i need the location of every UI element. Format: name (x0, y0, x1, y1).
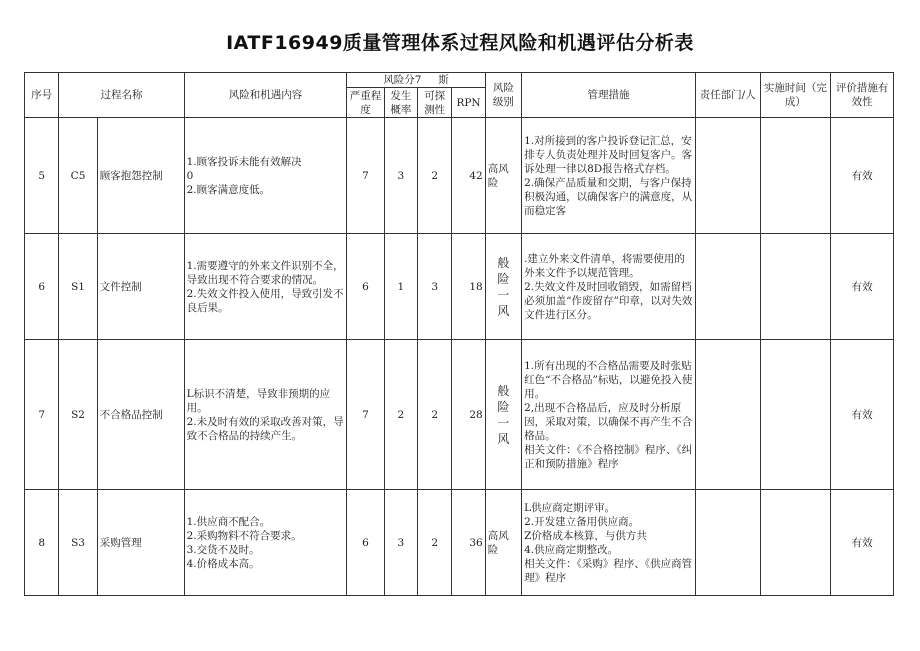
measure-line: 1.所有出现的不合格品需要及时张贴红色“不合格品”标贴，以避免投入使用。 (524, 359, 693, 400)
row-measures (522, 490, 696, 596)
header-occurrence: 发生概率 (384, 88, 417, 118)
row-code: S2 (59, 340, 97, 490)
header-risk-group-suffix: 斯 (438, 74, 449, 86)
measure-line: 相关文件：《不合格控制》程序、《纠正和预防措施》程序 (524, 443, 693, 470)
row-detection: 2 (418, 118, 452, 234)
content-line: 1.顾客投诉未能有效解决 (186, 155, 302, 168)
row-time (760, 340, 831, 490)
measure-line: 1.对所接到的客户投诉登记汇总，安排专人负责处理并及时回复客户。客诉处理一律以8D报告格式存档。 (524, 134, 693, 175)
row-level: 高风险 (485, 118, 521, 234)
table-row (25, 340, 894, 490)
measure-line: .建立外来文件清单，将需要使用的外来文件予以规范管理。 (524, 252, 685, 279)
row-process-name: 采购管理 (97, 490, 184, 596)
row-process-name: 文件控制 (97, 234, 184, 340)
content-line: 2.采购物料不符合要求。 (186, 529, 302, 542)
row-code: C5 (59, 118, 97, 234)
header-severity: 严重程度 (347, 88, 384, 118)
header-eval: 评价措施有效性 (831, 73, 894, 118)
row-eval: 有效 (831, 118, 894, 234)
row-dept (695, 340, 760, 490)
row-dept (695, 234, 760, 340)
table-row (25, 234, 894, 340)
row-rpn: 18 (452, 234, 485, 340)
content-line: L标识不清楚，导致非预期的应用。 (186, 387, 331, 414)
row-risk-content (184, 118, 347, 234)
row-detection: 2 (418, 490, 452, 596)
content-line: 1.供应商不配合。 (186, 515, 271, 528)
header-process: 过程名称 (59, 73, 184, 118)
row-detection: 2 (418, 340, 452, 490)
row-time (760, 234, 831, 340)
row-level (485, 340, 521, 490)
row-dept (695, 118, 760, 234)
measure-line: 2.开发建立备用供应商。 (524, 515, 640, 528)
row-dept (695, 490, 760, 596)
row-process-name: 不合格品控制 (97, 340, 184, 490)
row-rpn: 42 (452, 118, 485, 234)
row-eval: 有效 (831, 234, 894, 340)
row-occurrence: 1 (384, 234, 417, 340)
row-seq: 5 (25, 118, 59, 234)
content-line: 4.价格成本高。 (186, 557, 260, 570)
content-line: 2.失效文件投入使用，导致引发不良后果。 (186, 287, 344, 314)
row-occurrence: 3 (384, 118, 417, 234)
content-line: 1.需要遵守的外来文件识别不全，导致出现不符合要求的情况。 (186, 259, 344, 286)
table-row (25, 118, 894, 234)
header-dept: 责任部门/人 (695, 73, 760, 118)
row-severity: 7 (347, 340, 384, 490)
row-measures (522, 340, 696, 490)
row-eval: 有效 (831, 490, 894, 596)
row-risk-content (184, 340, 347, 490)
header-risk-group-label: 风险分7 (383, 74, 422, 86)
row-risk-content (184, 234, 347, 340)
row-level: 高风险 (485, 490, 521, 596)
measure-line: L供应商定期评审。 (524, 501, 616, 514)
row-level-text: 般险一风 (497, 255, 510, 318)
measure-line: 2,出现不合格品后，应及时分析原因，采取对策，以确保不再产生不合格品。 (524, 401, 693, 442)
row-time (760, 490, 831, 596)
header-detection: 可探测性 (418, 88, 452, 118)
header-measures: 管理措施 (522, 73, 696, 118)
row-seq: 6 (25, 234, 59, 340)
row-process-name: 顾客抱怨控制 (97, 118, 184, 234)
content-line: 3.交货不及时。 (186, 543, 260, 556)
row-detection: 3 (418, 234, 452, 340)
row-occurrence: 3 (384, 490, 417, 596)
page-title: IATF16949质量管理体系过程风险和机遇评估分析表 (226, 32, 694, 54)
header-rpn: RPN (452, 88, 485, 118)
measure-line: Z价格成本核算，与供方共 (524, 529, 647, 542)
row-measures (522, 234, 696, 340)
header-seq: 序号 (25, 73, 59, 118)
row-time (760, 118, 831, 234)
header-level: 风险级别 (485, 73, 521, 118)
content-line: 2.顾客满意度低。 (186, 183, 271, 196)
row-seq: 7 (25, 340, 59, 490)
content-line: 0 (186, 169, 194, 182)
measure-line: 4.供应商定期整改。 (524, 543, 619, 556)
measure-line: 2.失效文件及时回收销毁，如需留档必须加盖“作废留存”印章，以对失效文件进行区分。 (524, 280, 693, 321)
row-code: S1 (59, 234, 97, 340)
header-time: 实施时间（完成） (760, 73, 831, 118)
header-risk-content: 风险和机遇内容 (184, 73, 347, 118)
row-code: S3 (59, 490, 97, 596)
row-seq: 8 (25, 490, 59, 596)
content-line: 2.未及时有效的采取改善对策，导致不合格品的持续产生。 (186, 415, 344, 442)
row-rpn: 36 (452, 490, 485, 596)
row-eval: 有效 (831, 340, 894, 490)
measure-line: 相关文件：《采购》程序、《供应商管理》程序 (524, 557, 693, 584)
risk-assessment-table (24, 72, 894, 596)
row-severity: 7 (347, 118, 384, 234)
measure-line: 2.确保产品质量和交期，与客户保持积极沟通，以确保客户的满意度，从而稳定客 (524, 176, 693, 217)
row-measures (522, 118, 696, 234)
row-occurrence: 2 (384, 340, 417, 490)
row-severity: 6 (347, 490, 384, 596)
row-level (485, 234, 521, 340)
row-rpn: 28 (452, 340, 485, 490)
row-risk-content (184, 490, 347, 596)
row-severity: 6 (347, 234, 384, 340)
table-row (25, 490, 894, 596)
row-level-text: 般险一风 (497, 383, 510, 446)
header-risk-group (347, 73, 485, 88)
